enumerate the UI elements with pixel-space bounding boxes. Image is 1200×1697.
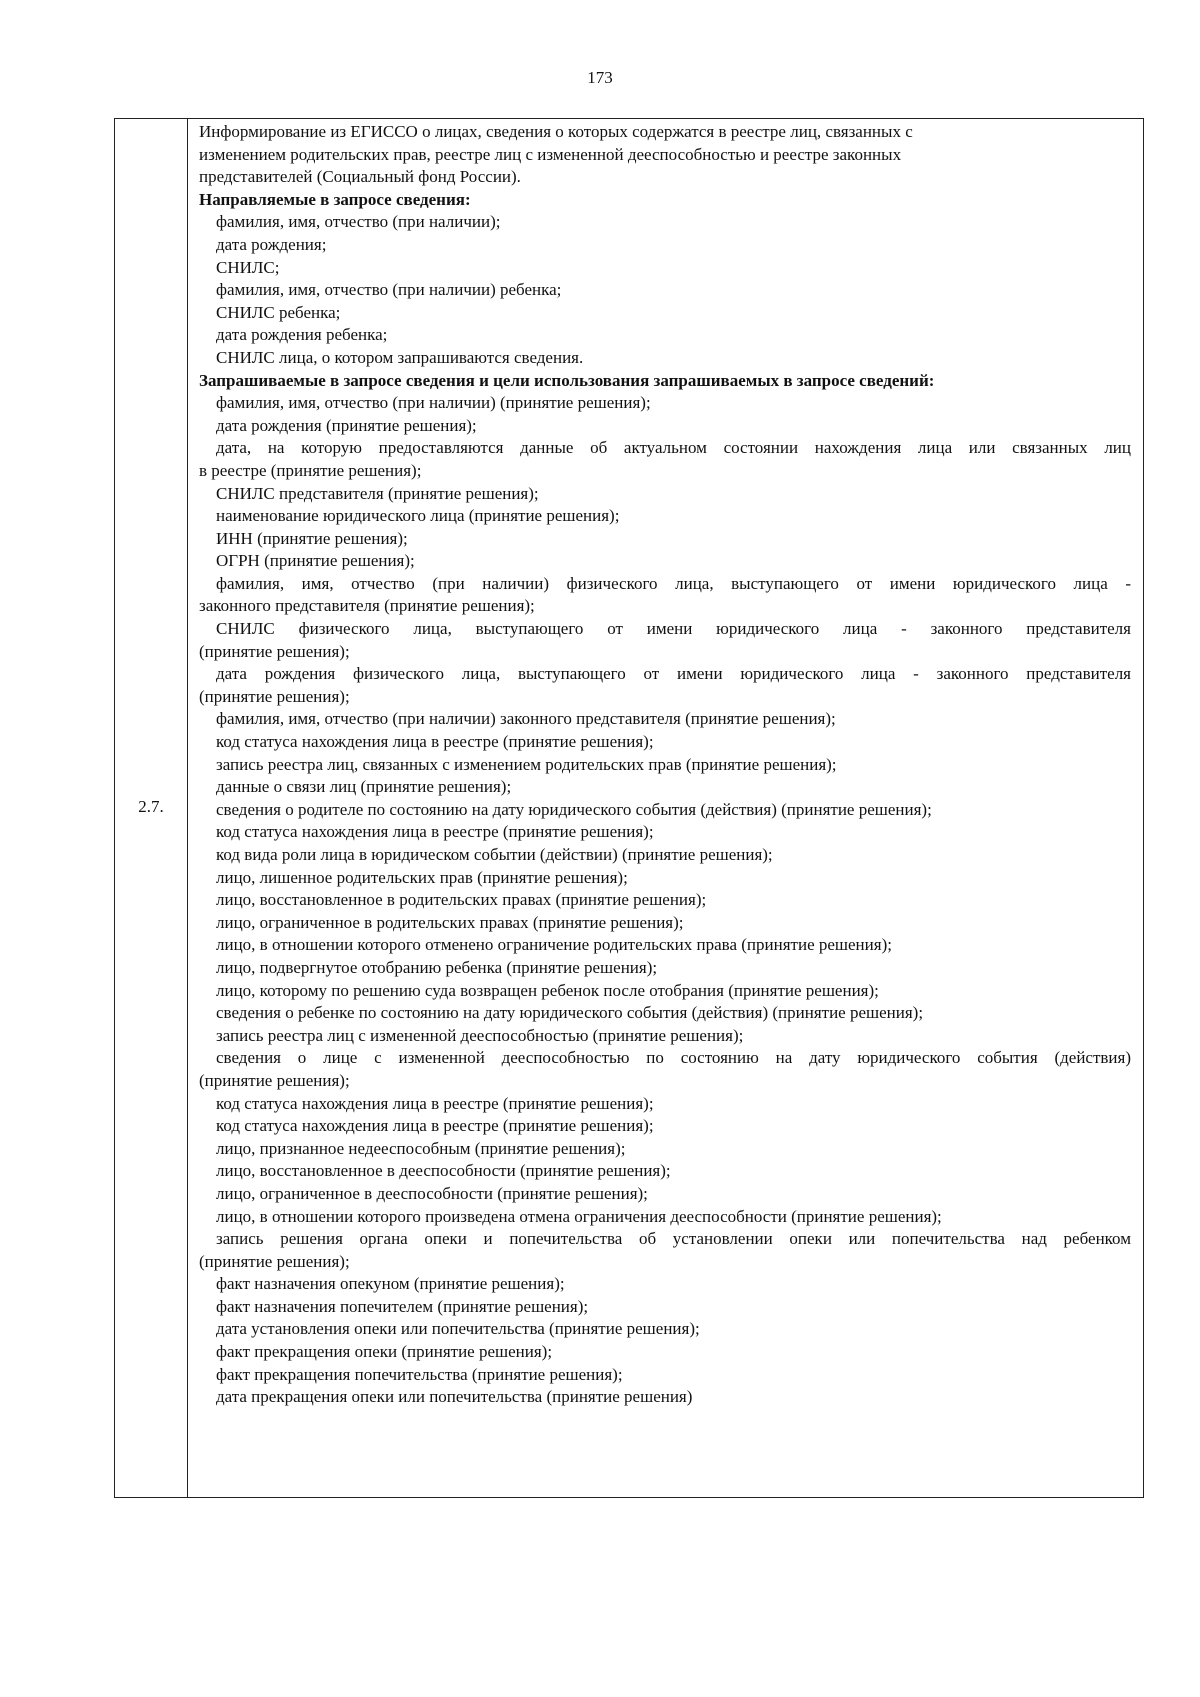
response-item: дата рождения (принятие решения); bbox=[216, 415, 477, 435]
response-item: лицо, восстановленное в дееспособности (принятие решения); bbox=[216, 1161, 671, 1181]
document-table bbox=[114, 118, 1144, 1498]
response-item-wrapped: дата, на которую предоставляются данные об актуальном состоянии нахождения лица или связанных лиц bbox=[216, 438, 1131, 458]
request-heading: Направляемые в запросе сведения: bbox=[199, 189, 471, 209]
response-item: код статуса нахождения лица в реестре (принятие решения); bbox=[216, 732, 654, 752]
response-item: лицо, признанное недееспособным (принятие решения); bbox=[216, 1138, 626, 1158]
response-item-wrapped: фамилия, имя, отчество (при наличии) физического лица, выступающего от имени юридического лица - bbox=[216, 573, 1131, 593]
response-item: ОГРН (принятие решения); bbox=[216, 551, 415, 571]
request-item: фамилия, имя, отчество (при наличии) ребенка; bbox=[216, 280, 562, 300]
response-item-wrapped: запись решения органа опеки и попечительства об установлении опеки или попечительства над ребенком bbox=[216, 1229, 1131, 1249]
row-number: 2.7. bbox=[138, 797, 164, 816]
response-item-wrapped: СНИЛС физического лица, выступающего от имени юридического лица - законного представителя bbox=[216, 619, 1131, 639]
request-item: СНИЛС ребенка; bbox=[216, 302, 341, 322]
intro-line: представителей (Социальный фонд России). bbox=[199, 167, 521, 187]
response-item: данные о связи лиц (принятие решения); bbox=[216, 777, 512, 797]
response-item-wrapped: дата рождения физического лица, выступающего от имени юридического лица - законного представителя bbox=[216, 664, 1131, 684]
response-item: сведения о родителе по состоянию на дату юридического события (действия) (принятие решения); bbox=[216, 799, 932, 819]
response-item: запись реестра лиц с измененной дееспособностью (принятие решения); bbox=[216, 1025, 744, 1045]
response-item: наименование юридического лица (принятие решения); bbox=[216, 506, 620, 526]
response-item-continuation: законного представителя (принятие решения); bbox=[199, 596, 535, 616]
response-item: лицо, которому по решению суда возвращен ребенок после отобрания (принятие решения); bbox=[216, 980, 879, 1000]
response-item-wrapped: сведения о лице с измененной дееспособностью по состоянию на дату юридического события (действия) bbox=[216, 1048, 1131, 1068]
response-item: лицо, в отношении которого отменено ограничение родительских права (принятие решения); bbox=[216, 935, 892, 955]
response-item-continuation: (принятие решения); bbox=[199, 1070, 350, 1090]
response-item: факт прекращения попечительства (принятие решения); bbox=[216, 1364, 623, 1384]
response-item: факт прекращения опеки (принятие решения); bbox=[216, 1342, 553, 1362]
response-item-continuation: (принятие решения); bbox=[199, 641, 350, 661]
row-number-cell bbox=[115, 119, 188, 1497]
response-item: факт назначения опекуном (принятие решения); bbox=[216, 1274, 565, 1294]
response-item: лицо, ограниченное в родительских правах (принятие решения); bbox=[216, 912, 684, 932]
response-item: лицо, в отношении которого произведена отмена ограничения дееспособности (принятие решения); bbox=[216, 1206, 942, 1226]
response-item: лицо, ограниченное в дееспособности (принятие решения); bbox=[216, 1183, 648, 1203]
response-item: код статуса нахождения лица в реестре (принятие решения); bbox=[216, 822, 654, 842]
response-item: факт назначения попечителем (принятие решения); bbox=[216, 1296, 589, 1316]
request-item: СНИЛС; bbox=[216, 257, 280, 277]
response-item: фамилия, имя, отчество (при наличии) законного представителя (принятие решения); bbox=[216, 709, 836, 729]
response-item: дата установления опеки или попечительства (принятие решения); bbox=[216, 1319, 700, 1339]
request-item: фамилия, имя, отчество (при наличии); bbox=[216, 212, 501, 232]
response-item: ИНН (принятие решения); bbox=[216, 528, 408, 548]
response-item: дата прекращения опеки или попечительства (принятие решения) bbox=[216, 1387, 693, 1407]
response-item: лицо, восстановленное в родительских правах (принятие решения); bbox=[216, 890, 707, 910]
response-item: запись реестра лиц, связанных с изменением родительских прав (принятие решения); bbox=[216, 754, 837, 774]
response-item: фамилия, имя, отчество (при наличии) (принятие решения); bbox=[216, 393, 651, 413]
response-item: код статуса нахождения лица в реестре (принятие решения); bbox=[216, 1093, 654, 1113]
request-item: дата рождения ребенка; bbox=[216, 325, 388, 345]
response-item: лицо, подвергнутое отобранию ребенка (принятие решения); bbox=[216, 957, 658, 977]
content-cell bbox=[199, 121, 1131, 1409]
response-item-continuation: в реестре (принятие решения); bbox=[199, 460, 422, 480]
response-item: сведения о ребенке по состоянию на дату юридического события (действия) (принятие решения); bbox=[216, 1003, 924, 1023]
intro-line: Информирование из ЕГИССО о лицах, сведения о которых содержатся в реестре лиц, связанных с bbox=[199, 122, 913, 141]
response-item: лицо, лишенное родительских прав (принятие решения); bbox=[216, 867, 628, 887]
response-item-continuation: (принятие решения); bbox=[199, 686, 350, 706]
response-item: код вида роли лица в юридическом событии (действии) (принятие решения); bbox=[216, 845, 773, 864]
response-item: СНИЛС представителя (принятие решения); bbox=[216, 483, 539, 503]
page-number: 173 bbox=[587, 68, 613, 87]
response-item: код статуса нахождения лица в реестре (принятие решения); bbox=[216, 1116, 654, 1136]
request-item: СНИЛС лица, о котором запрашиваются сведения. bbox=[216, 347, 584, 367]
response-item-continuation: (принятие решения); bbox=[199, 1251, 350, 1271]
intro-line: изменением родительских прав, реестре лиц с измененной дееспособностью и реестре законных bbox=[199, 144, 902, 164]
request-item: дата рождения; bbox=[216, 234, 327, 254]
response-heading: Запрашиваемые в запросе сведения и цели использования запрашиваемых в запросе сведений: bbox=[199, 370, 935, 390]
